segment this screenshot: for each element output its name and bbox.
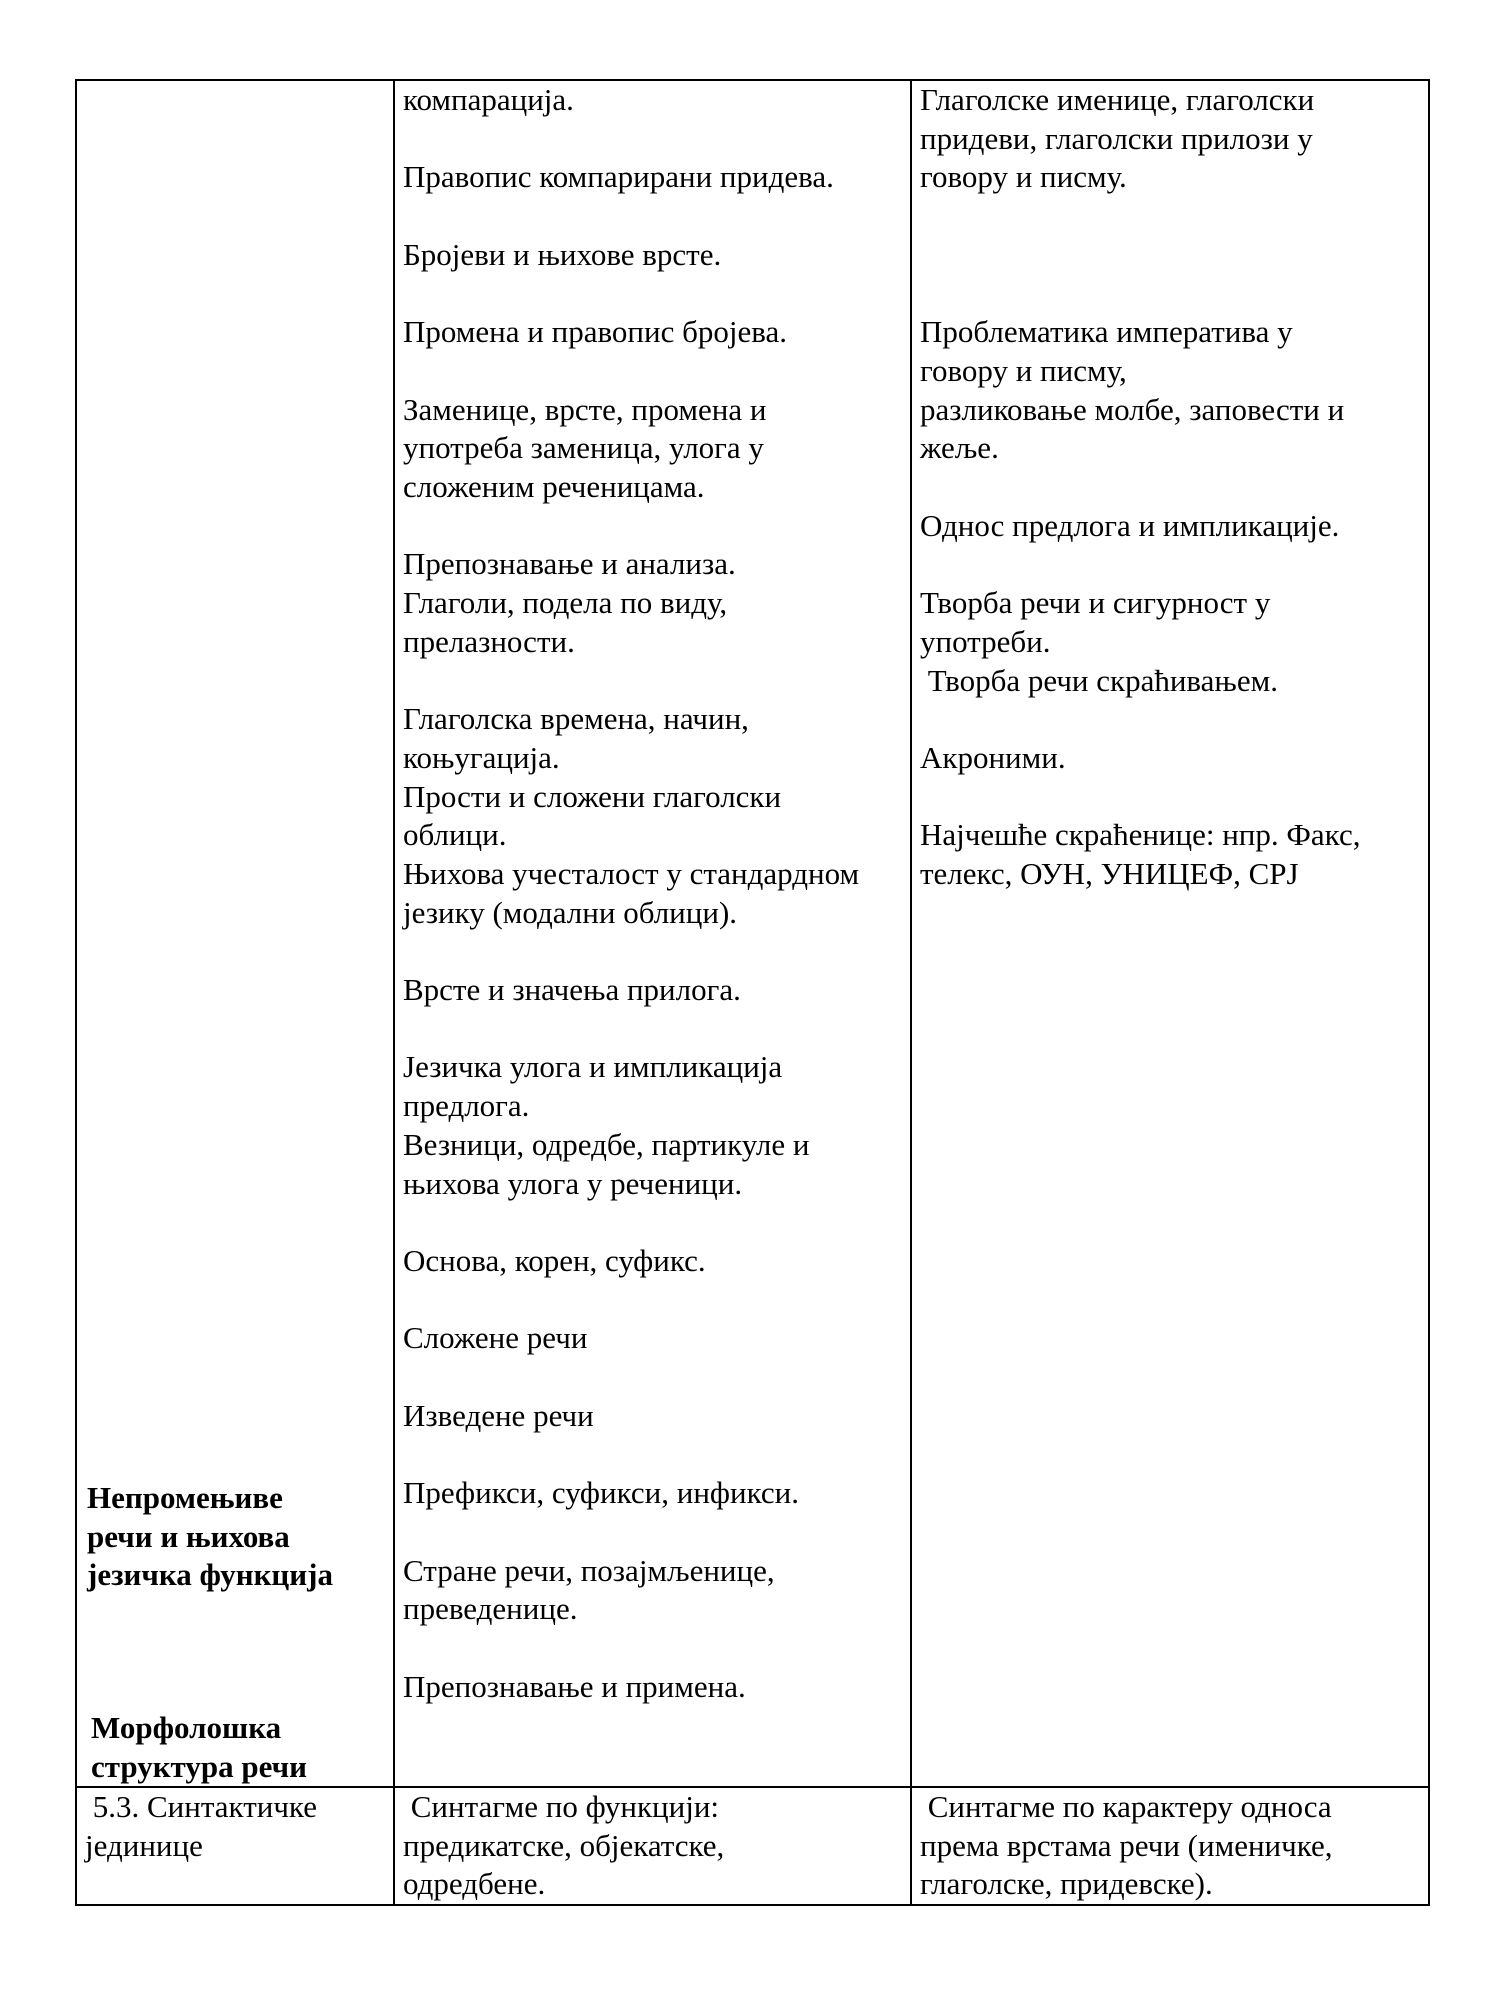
content-entry-line: језику (модални облици).: [403, 894, 738, 930]
outcome-entry-line: говору и писму,: [920, 352, 1127, 388]
content-entry: [403, 971, 902, 1010]
heading-invariable-words: [87, 1479, 333, 1595]
content-entry-line: њихова улога у реченици.: [403, 1165, 743, 1201]
content-entry-line: компарација.: [403, 82, 574, 117]
outcome-entry: [920, 391, 1420, 468]
content-cell: [394, 80, 911, 1787]
syntax-label-cell: [76, 1787, 394, 1905]
outcome-entry: [920, 739, 1420, 778]
syntax-right-line: глаголске, придевске).: [920, 1866, 1213, 1902]
outcome-entry: [920, 81, 1420, 197]
content-entry-line: Језичка улога и импликација: [403, 1049, 783, 1085]
content-entry-line: Препознавање и примена.: [403, 1668, 746, 1704]
syntax-label-line: 5.3. Синтактичке: [85, 1789, 317, 1824]
content-entry-line: Префикси, суфикси, инфикси.: [403, 1475, 799, 1511]
outcome-entry-line: Творба речи скраћивањем.: [920, 662, 1278, 698]
outcome-entry-line: [920, 236, 1420, 275]
table-row: [76, 80, 1429, 1787]
outcome-entry-line: употреби.: [920, 623, 1051, 659]
syntax-middle-cell: [394, 1787, 911, 1905]
outcome-entry: [920, 816, 1420, 893]
outcome-entry-line: Однос предлога и импликације.: [920, 507, 1340, 543]
content-entry-line: Врсте и значења прилога.: [403, 972, 741, 1008]
content-entry-line: предлога.: [403, 1088, 530, 1124]
outcome-entry-line: Глаголске именице, глаголски: [920, 82, 1315, 117]
content-entry: [403, 1474, 902, 1513]
content-entry: [403, 1126, 902, 1203]
heading-line: језичка функција: [87, 1557, 333, 1593]
content-entry: [403, 1668, 902, 1707]
content-entry: [403, 778, 902, 855]
outcome-entry-line: Најчешће скраћенице: нпр. Факс,: [920, 817, 1361, 853]
outcome-entry: [920, 507, 1420, 546]
outcome-entry: [920, 662, 1420, 701]
content-entry: [403, 1397, 902, 1436]
heading-morphological-structure: [91, 1709, 307, 1786]
content-entry: [403, 313, 902, 352]
syntax-middle-line: предикатске, објекатске,: [403, 1827, 725, 1863]
content-entry-line: Прости и сложени глаголски: [403, 778, 782, 814]
outcome-entry-line: говору и писму.: [920, 159, 1127, 195]
content-entry-line: Правопис компарирани придева.: [403, 159, 834, 195]
content-entry-line: Основа, корен, суфикс.: [403, 1242, 706, 1278]
content-entry-line: Промена и правопис бројева.: [403, 314, 787, 350]
syntax-middle-line: Синтагме по функцији:: [403, 1789, 720, 1824]
content-entry-line: Бројеви и њихове врсте.: [403, 236, 722, 272]
content-entry: [403, 1048, 902, 1125]
content-entry: [403, 391, 902, 507]
content-entry: [403, 700, 902, 777]
syntax-label-line: јединице: [85, 1827, 203, 1863]
outcome-entry: [920, 236, 1420, 391]
syntax-right-cell: [911, 1787, 1429, 1905]
content-entry-line: облици.: [403, 817, 507, 853]
content-entry-line: Препознавање и анализа.: [403, 546, 736, 582]
content-entry-line: Стране речи, позајмљенице,: [403, 1552, 775, 1588]
content-entry-line: Изведене речи: [403, 1397, 594, 1433]
outcome-entry-line: [920, 275, 1420, 314]
heading-line: Морфолошка: [91, 1710, 282, 1745]
content-entry: [403, 236, 902, 275]
content-entry-line: сложеним реченицама.: [403, 468, 705, 504]
outcome-entry-line: Акроними.: [920, 739, 1066, 775]
outcome-entry-line: придеви, глаголски прилози у: [920, 120, 1313, 156]
content-entry: [403, 855, 902, 932]
outcome-entry-line: жеље.: [920, 430, 999, 466]
curriculum-table: [75, 79, 1430, 1906]
heading-line: Непромењиве: [87, 1480, 283, 1515]
syntax-middle-line: одредбене.: [403, 1866, 546, 1902]
outcome-entry-line: Творба речи и сигурност у: [920, 585, 1271, 621]
content-entry: [403, 1242, 902, 1281]
content-entry-line: коњугација.: [403, 739, 560, 775]
heading-line: структура речи: [91, 1748, 307, 1784]
outcome-entry: [920, 584, 1420, 661]
content-entry: [403, 545, 902, 584]
content-entry: [403, 1552, 902, 1629]
syntax-right-line: према врстама речи (именичке,: [920, 1827, 1333, 1863]
topic-cell: [76, 80, 394, 1787]
content-entry: [403, 1319, 902, 1358]
outcome-entry-line: телекс, ОУН, УНИЦЕФ, СРЈ: [920, 855, 1299, 891]
outcomes-cell: [911, 80, 1429, 1787]
table-row: [76, 1787, 1429, 1905]
content-entry-line: Заменице, врсте, промена и: [403, 391, 767, 427]
content-entry-line: Глаголска времена, начин,: [403, 701, 749, 737]
outcome-entry-line: Проблематика императива у: [920, 314, 1293, 350]
content-entry: [403, 584, 902, 661]
content-entry: [403, 158, 902, 197]
content-entry-line: преведенице.: [403, 1591, 578, 1627]
content-entry-line: Сложене речи: [403, 1320, 588, 1356]
content-entry-line: Глаголи, подела по виду,: [403, 585, 728, 621]
content-entry-line: Њихова учесталост у стандардном: [403, 855, 860, 891]
content-entry-line: прелазности.: [403, 623, 575, 659]
content-entry: [403, 81, 902, 120]
content-entry-line: употреба заменица, улога у: [403, 430, 764, 466]
content-entry-line: Везници, одредбе, партикуле и: [403, 1126, 810, 1162]
heading-line: речи и њихова: [87, 1518, 290, 1554]
syntax-right-line: Синтагме по карактеру односа: [920, 1789, 1332, 1824]
outcome-entry-line: разликовање молбе, заповести и: [920, 391, 1345, 427]
